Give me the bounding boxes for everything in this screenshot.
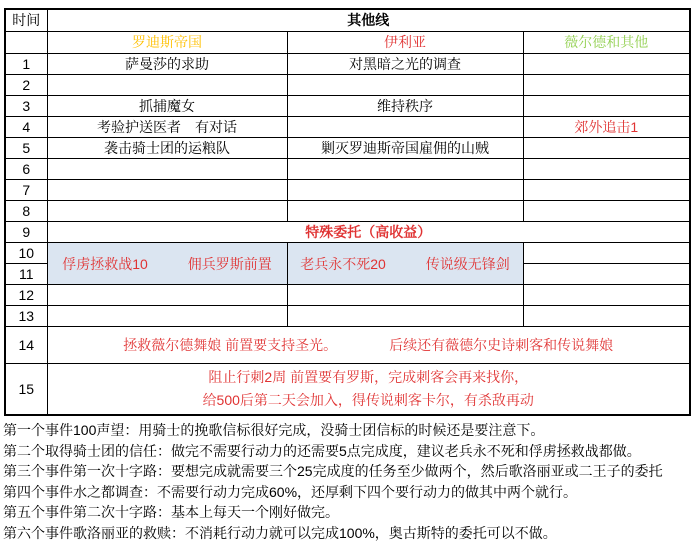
table-row — [5, 243, 690, 264]
event-text-line1: 阻止行刺2周 前置要有罗斯，完成刺客会再来找你， — [208, 369, 529, 385]
special-commission-title: 特殊委托（高收益） — [47, 222, 690, 243]
row-number: 1 — [5, 54, 47, 75]
table-cell: 对黑暗之光的调查 — [287, 54, 523, 75]
table-cell — [523, 285, 690, 306]
table-cell — [523, 243, 690, 264]
assassination-stop-cell — [47, 364, 690, 416]
row-number: 15 — [5, 364, 47, 416]
row-number: 10 — [5, 243, 47, 264]
table-cell: 萨曼莎的求助 — [47, 54, 287, 75]
note-line: 第三个事件第一次十字路：要想完成就需要三个25完成度的任务至少做两个，然后歌洛丽亚或二王子的委托 — [3, 463, 663, 479]
table-cell — [47, 180, 287, 201]
table-cell: 剿灭罗迪斯帝国雇佣的山贼 — [287, 138, 523, 159]
note-line: 第六个事件歌洛丽亚的救赎：不消耗行动力就可以完成100%，奥古斯特的委托可以不做。 — [3, 524, 557, 541]
table-cell — [47, 306, 287, 327]
table-cell: 抓捕魔女 — [47, 96, 287, 117]
event-text: 拯救薇尔德舞娘 前置要支持圣光。 — [123, 337, 338, 353]
row-number: 14 — [5, 327, 47, 364]
commission-reward: 传说级无锋剑 — [425, 255, 510, 272]
row-number: 5 — [5, 138, 47, 159]
table-row — [5, 117, 690, 138]
row-number: 12 — [5, 285, 47, 306]
commission-name: 俘虏拯救战10 — [62, 255, 148, 272]
table-row — [5, 54, 690, 75]
table-cell — [523, 75, 690, 96]
special-commission-row — [5, 222, 690, 243]
header-row — [5, 9, 690, 32]
table-cell — [523, 96, 690, 117]
table-cell — [523, 159, 690, 180]
row-number: 13 — [5, 306, 47, 327]
commission-cell-veteran — [287, 243, 523, 285]
table-cell — [523, 306, 690, 327]
table-row — [5, 364, 690, 416]
footnotes — [3, 420, 695, 543]
note-line: 第一个事件100声望：用骑士的挽歌信标很好完成，没骑士团信标的时候还是要注意下。 — [3, 422, 545, 438]
faction-veld: 薇尔德和其他 — [523, 32, 690, 54]
other-lines-header: 其他线 — [47, 9, 690, 32]
table-row — [5, 285, 690, 306]
row-number: 3 — [5, 96, 47, 117]
table-cell — [47, 75, 287, 96]
table-cell — [5, 32, 47, 54]
table-cell — [523, 264, 690, 285]
table-cell — [523, 138, 690, 159]
row-number: 8 — [5, 201, 47, 222]
row-number: 4 — [5, 117, 47, 138]
row-number: 9 — [5, 222, 47, 243]
table-row — [5, 180, 690, 201]
note-line: 第五个事件第二次十字路：基本上每天一个刚好做完。 — [3, 504, 339, 520]
table-row — [5, 75, 690, 96]
table-cell — [523, 180, 690, 201]
table-cell — [287, 306, 523, 327]
time-header: 时间 — [5, 9, 47, 32]
table-cell — [287, 180, 523, 201]
table-cell — [47, 159, 287, 180]
table-cell: 考验护送医者 有对话 — [47, 117, 287, 138]
table-cell — [523, 201, 690, 222]
event-text-line2: 给500后第二天会加入，得传说刺客卡尔，有杀敌再动 — [202, 392, 534, 408]
table-row — [5, 96, 690, 117]
row-number: 7 — [5, 180, 47, 201]
row-number: 6 — [5, 159, 47, 180]
faction-rodis: 罗迪斯帝国 — [47, 32, 287, 54]
event-followup-text: 后续还有薇德尔史诗刺客和传说舞娘 — [389, 337, 614, 353]
table-cell — [287, 201, 523, 222]
table-cell — [523, 54, 690, 75]
table-row — [5, 138, 690, 159]
table-cell: 袭击骑士团的运粮队 — [47, 138, 287, 159]
table-cell: 郊外追击1 — [523, 117, 690, 138]
table-cell — [287, 75, 523, 96]
table-cell — [47, 285, 287, 306]
note-line: 第四个事件水之都调查：不需要行动力完成60%，还厚剩下四个要行动力的做其中两个就行。 — [3, 483, 578, 500]
commission-cell-prisoner-rescue — [47, 243, 287, 285]
table-cell: 维持秩序 — [287, 96, 523, 117]
row-number: 2 — [5, 75, 47, 96]
dancer-rescue-cell — [47, 327, 690, 364]
commission-note: 佣兵罗斯前置 — [187, 255, 272, 272]
table-cell — [47, 201, 287, 222]
table-row — [5, 327, 690, 364]
row-number: 11 — [5, 264, 47, 285]
table-cell — [287, 159, 523, 180]
table-cell — [287, 117, 523, 138]
note-line: 第二个取得骑士团的信任：做完不需要行动力的还需要5点完成度，建议老兵永不死和俘虏拯救战都做。 — [3, 442, 641, 459]
commission-name: 老兵永不死20 — [300, 255, 386, 272]
table-row — [5, 159, 690, 180]
table-row — [5, 306, 690, 327]
event-schedule-table — [4, 8, 691, 416]
table-row — [5, 201, 690, 222]
faction-row — [5, 32, 690, 54]
faction-iliya: 伊利亚 — [287, 32, 523, 54]
table-cell — [287, 285, 523, 306]
